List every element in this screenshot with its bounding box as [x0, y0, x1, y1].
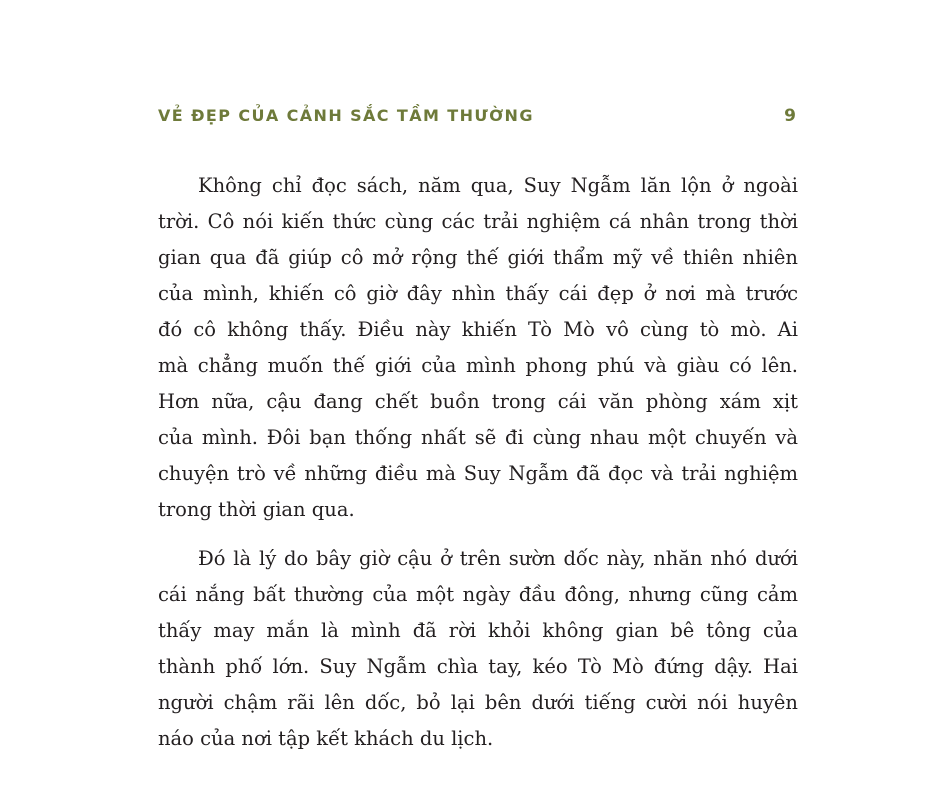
- text-line: mà chẳng muốn thế giới của mình phong phú và giàu có lên.: [158, 354, 798, 377]
- text-line: Không chỉ đọc sách, năm qua, Suy Ngẫm lăn lộn ở ngoài: [198, 174, 798, 197]
- paragraph-1: [158, 168, 798, 528]
- text-line: Hơn nữa, cậu đang chết buồn trong cái văn phòng xám xịt: [158, 390, 798, 413]
- text-line: Đó là lý do bây giờ cậu ở trên sườn dốc này, nhăn nhó dưới: [198, 547, 798, 570]
- text-line: cái nắng bất thường của một ngày đầu đông, nhưng cũng cảm: [158, 583, 798, 606]
- text-line: đó cô không thấy. Điều này khiến Tò Mò vô cùng tò mò. Ai: [158, 318, 798, 341]
- text-line: thấy may mắn là mình đã rời khỏi không gian bê tông của: [158, 619, 798, 642]
- text-line: của mình, khiến cô giờ đây nhìn thấy cái đẹp ở nơi mà trước: [158, 282, 798, 305]
- page-number: 9: [784, 106, 796, 126]
- text-line: thành phố lớn. Suy Ngẫm chìa tay, kéo Tò Mò đứng dậy. Hai: [158, 655, 798, 678]
- text-line: náo của nơi tập kết khách du lịch.: [158, 727, 494, 750]
- text-line: người chậm rãi lên dốc, bỏ lại bên dưới tiếng cười nói huyên: [158, 691, 798, 714]
- text-line: của mình. Đôi bạn thống nhất sẽ đi cùng nhau một chuyến và: [158, 426, 798, 449]
- paragraph-2: [158, 541, 798, 757]
- running-header: [158, 106, 798, 130]
- text-line: trời. Cô nói kiến thức cùng các trải nghiệm cá nhân trong thời: [158, 210, 798, 233]
- text-line: trong thời gian qua.: [158, 498, 355, 521]
- text-line: gian qua đã giúp cô mở rộng thế giới thẩm mỹ về thiên nhiên: [158, 246, 798, 269]
- body-text: [158, 168, 798, 770]
- text-line: chuyện trò về những điều mà Suy Ngẫm đã đọc và trải nghiệm: [158, 462, 798, 485]
- chapter-title: VẺ ĐẸP CỦA CẢNH SẮC TẦM THƯỜNG: [158, 106, 534, 125]
